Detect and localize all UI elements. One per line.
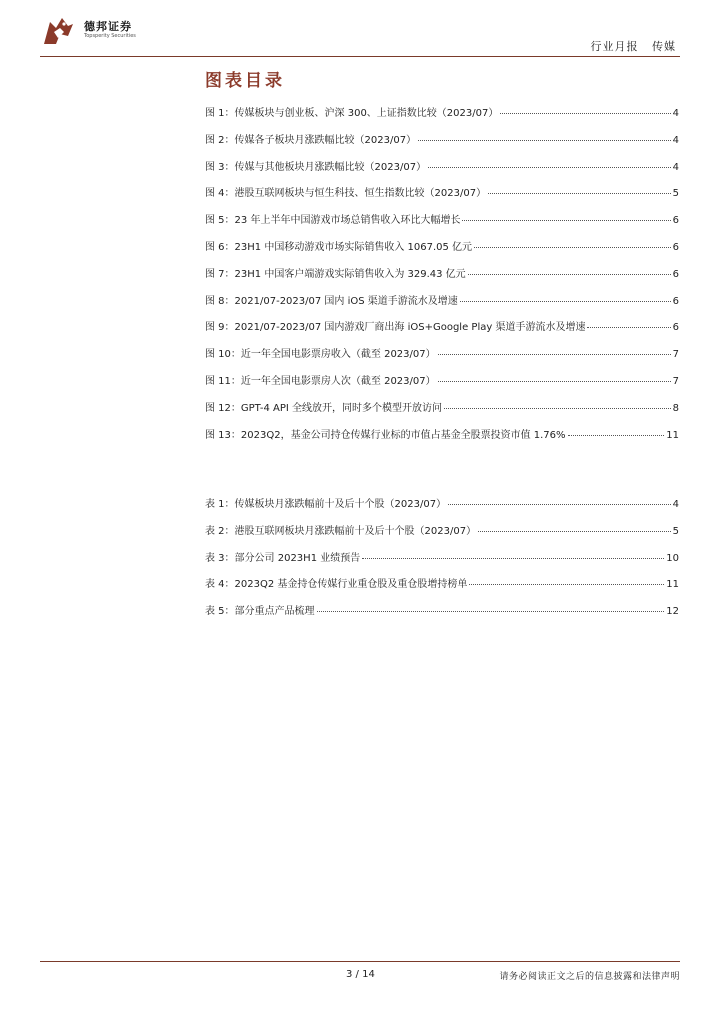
table-entry-page: 12 — [666, 606, 679, 618]
table-entry-page: 4 — [672, 499, 679, 510]
figure-entry[interactable] — [205, 292, 679, 319]
tables-toc — [205, 495, 679, 629]
figure-entry-page: 6 — [672, 215, 679, 227]
figure-entry-page: 4 — [672, 108, 679, 119]
table-entry[interactable] — [205, 549, 679, 576]
dot-leader — [488, 193, 671, 194]
figure-entry[interactable] — [205, 399, 679, 426]
dragon-logo-icon — [40, 14, 76, 48]
table-entry[interactable] — [205, 602, 679, 629]
figure-entry-label: 图 1：传媒板块与创业板、沪深 300、上证指数比较（2023/07） — [205, 108, 499, 119]
figure-entry-page: 7 — [672, 349, 679, 361]
table-entry-page: 11 — [666, 579, 679, 591]
figure-entry-label: 图 5：23 年上半年中国游戏市场总销售收入环比大幅增长 — [205, 215, 461, 227]
table-entry[interactable] — [205, 522, 679, 549]
dot-leader — [462, 220, 670, 221]
figure-entry[interactable] — [205, 131, 679, 158]
table-entry[interactable] — [205, 575, 679, 602]
figure-entry[interactable] — [205, 372, 679, 399]
dot-leader — [468, 274, 671, 275]
dot-leader — [568, 435, 665, 436]
report-category — [591, 38, 677, 54]
legal-disclaimer[interactable]: 请务必阅读正文之后的信息披露和法律声明 — [499, 972, 680, 982]
toc-title: 图表目录 — [205, 71, 285, 91]
footer-divider — [40, 961, 680, 962]
figure-entry-page: 4 — [672, 161, 679, 173]
sector-name: 传媒 — [652, 40, 676, 53]
figure-entry-page: 5 — [672, 188, 679, 200]
figure-entry-page: 6 — [672, 295, 679, 307]
page-number: 3 / 14 — [346, 969, 375, 980]
header-divider — [40, 56, 680, 57]
figure-entry[interactable] — [205, 345, 679, 372]
dot-leader — [438, 354, 671, 355]
table-entry-label: 表 4：2023Q2 基金持仓传媒行业重仓股及重仓股增持榜单 — [205, 579, 468, 591]
figure-entry-label: 图 8：2021/07-2023/07 国内 iOS 渠道手游流水及增速 — [205, 295, 458, 307]
table-entry-label: 表 1：传媒板块月涨跌幅前十及后十个股（2023/07） — [205, 499, 447, 510]
table-entry-label: 表 2：港股互联网板块月涨跌幅前十及后十个股（2023/07） — [205, 525, 477, 537]
dot-leader — [438, 381, 671, 382]
table-entry[interactable] — [205, 495, 679, 522]
dot-leader — [317, 611, 665, 612]
dot-leader — [478, 531, 671, 532]
figure-entry[interactable] — [205, 211, 679, 238]
brand-name: 德邦证券 — [84, 20, 132, 33]
figure-entry-label: 图 10：近一年全国电影票房收入（截至 2023/07） — [205, 349, 436, 361]
figures-toc — [205, 104, 679, 452]
figure-entry-page: 6 — [672, 322, 679, 334]
figure-entry-label: 图 9：2021/07-2023/07 国内游戏厂商出海 iOS+Google Play 渠道手游流水及增速 — [205, 322, 586, 334]
figure-entry-label: 图 11：近一年全国电影票房人次（截至 2023/07） — [205, 375, 436, 387]
figure-entry[interactable] — [205, 426, 679, 453]
figure-entry-page: 7 — [672, 375, 679, 387]
figure-entry-page: 6 — [672, 268, 679, 280]
figure-entry[interactable] — [205, 158, 679, 185]
dot-leader — [428, 167, 671, 168]
dot-leader — [500, 113, 670, 114]
dot-leader — [474, 247, 671, 248]
table-entry-page: 10 — [666, 552, 679, 564]
dot-leader — [418, 140, 671, 141]
report-type: 行业月报 — [590, 40, 639, 53]
figure-entry[interactable] — [205, 265, 679, 292]
figure-entry-label: 图 3：传媒与其他板块月涨跌幅比较（2023/07） — [205, 161, 427, 173]
figure-entry-page: 8 — [672, 402, 679, 414]
figure-entry-label: 图 2：传媒各子板块月涨跌幅比较（2023/07） — [205, 134, 417, 146]
figure-entry-page: 6 — [672, 241, 679, 253]
dot-leader — [362, 558, 664, 559]
dot-leader — [460, 301, 671, 302]
dot-leader — [448, 504, 671, 505]
figure-entry-page: 11 — [666, 429, 679, 441]
table-entry-page: 5 — [672, 525, 679, 537]
figure-entry[interactable] — [205, 184, 679, 211]
figure-entry-label: 图 4：港股互联网板块与恒生科技、恒生指数比较（2023/07） — [205, 188, 487, 200]
dot-leader — [444, 408, 671, 409]
figure-entry[interactable] — [205, 238, 679, 265]
dot-leader — [587, 327, 670, 328]
brand-name-english: Topsperity Securities — [84, 33, 136, 39]
figure-entry[interactable] — [205, 318, 679, 345]
figure-entry-label: 图 7：23H1 中国客户端游戏实际销售收入为 329.43 亿元 — [205, 268, 466, 280]
page-header — [40, 14, 680, 58]
figure-entry-label: 图 13：2023Q2，基金公司持仓传媒行业标的市值占基金全股票投资市值 1.76% — [205, 429, 566, 441]
figure-entry-label: 图 12：GPT-4 API 全线放开，同时多个模型开放访问 — [205, 402, 443, 414]
figure-entry[interactable] — [205, 104, 679, 131]
table-entry-label: 表 5：部分重点产品梳理 — [205, 606, 315, 618]
dot-leader — [469, 584, 664, 585]
figure-entry-label: 图 6：23H1 中国移动游戏市场实际销售收入 1067.05 亿元 — [205, 241, 473, 253]
table-entry-label: 表 3：部分公司 2023H1 业绩预告 — [205, 552, 361, 564]
figure-entry-page: 4 — [672, 134, 679, 146]
